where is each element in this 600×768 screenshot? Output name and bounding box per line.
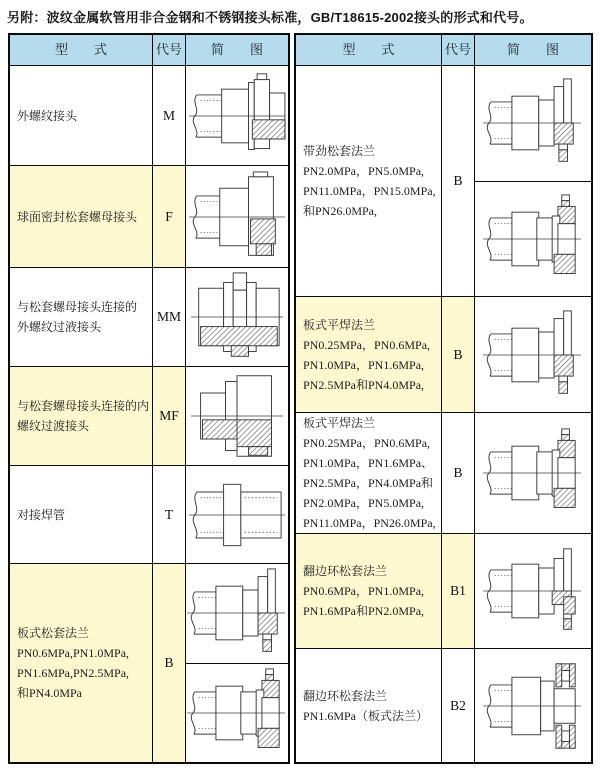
table-row bbox=[10, 465, 288, 563]
page-title: 另附：波纹金属软管用非合金钢和不锈钢接头标准，GB/T18615-2002接头的形式和代号。 bbox=[7, 10, 533, 25]
table-row bbox=[296, 65, 591, 296]
table-row bbox=[10, 366, 288, 465]
table-row bbox=[296, 412, 591, 533]
column-header-code: 代号 bbox=[441, 35, 475, 65]
column-header-type: 型 式 bbox=[10, 35, 152, 65]
fitting-code-cell: B2 bbox=[441, 649, 475, 762]
fitting-type-line: 翻边环松套法兰 bbox=[303, 564, 388, 578]
fitting-type-cell bbox=[10, 367, 152, 465]
table-row bbox=[296, 533, 591, 648]
fitting-type-line: 与松套螺母接头连接的内 bbox=[17, 399, 150, 413]
plate-loose-flange-section-diagram bbox=[186, 663, 288, 763]
male-female-adapter-diagram bbox=[186, 367, 288, 465]
plate-loose-flange-diagram bbox=[186, 564, 288, 663]
fitting-type-cell bbox=[10, 268, 152, 366]
fitting-code-cell: B bbox=[441, 413, 475, 533]
fitting-type-cell bbox=[10, 166, 152, 267]
fitting-type-line: 和PN26.0MPa, bbox=[303, 204, 378, 218]
fitting-type-line: PN1.0MPa，PN1.6MPa、 bbox=[303, 456, 434, 470]
fitting-type-line: 外螺纹过液接头 bbox=[17, 320, 102, 334]
fitting-code-cell: M bbox=[152, 66, 186, 165]
fitting-diagram-cell bbox=[186, 367, 288, 465]
fitting-diagram-cell bbox=[186, 66, 288, 165]
flat-weld-plate-flange-diagram bbox=[475, 297, 591, 412]
fittings-table-right bbox=[294, 33, 593, 764]
diagram-svg bbox=[187, 567, 287, 659]
fitting-type-line: 球面密封松套螺母接头 bbox=[17, 209, 138, 224]
fitting-type-line: 外螺纹接头 bbox=[17, 108, 78, 123]
diagram-svg bbox=[187, 370, 287, 462]
fitting-diagram-cell bbox=[186, 564, 288, 762]
fitting-type-cell bbox=[296, 66, 441, 296]
diagram-svg bbox=[187, 667, 287, 759]
fitting-type-line: PN0.25MPa，PN0.6MPa, bbox=[303, 337, 431, 352]
diagram-svg bbox=[483, 193, 583, 285]
fitting-type-line: PN1.6MPa和PN2.0MPa, bbox=[303, 604, 425, 618]
column-header-diagram: 简 图 bbox=[186, 35, 288, 65]
fitting-type-line: PN2.5MPa和PN4.0MPa, bbox=[303, 377, 425, 392]
column-header-code: 代号 bbox=[152, 35, 186, 65]
table-row bbox=[296, 296, 591, 412]
table-row bbox=[10, 65, 288, 165]
table-header-row bbox=[296, 35, 591, 65]
fitting-type-line: PN1.6MPa（板式法兰） bbox=[303, 708, 429, 723]
fitting-code-cell: B bbox=[441, 297, 475, 412]
fitting-code-cell: MF bbox=[152, 367, 186, 465]
fitting-type-line: 对接焊管 bbox=[17, 507, 66, 522]
flat-weld-plate-flange-section-diagram bbox=[475, 413, 591, 533]
column-header-diagram: 简 图 bbox=[475, 35, 591, 65]
fitting-type-line: PN1.0MPa，PN1.6MPa, bbox=[303, 357, 425, 372]
flanged-ring-loose-flange-diagram bbox=[475, 534, 591, 648]
fitting-code-cell: MM bbox=[152, 268, 186, 366]
fitting-code-cell: F bbox=[152, 166, 186, 267]
diagram-svg bbox=[483, 77, 583, 169]
fitting-code-cell: B bbox=[152, 564, 186, 762]
fitting-type-cell bbox=[296, 413, 441, 533]
table-header-row bbox=[10, 35, 288, 65]
fitting-type-line: 螺纹过渡接头 bbox=[17, 419, 90, 433]
fitting-type-line: 带劲松套法兰 bbox=[303, 144, 376, 158]
fitting-diagram-cell bbox=[475, 534, 591, 648]
fitting-diagram-cell bbox=[475, 413, 591, 533]
diagram-svg bbox=[187, 70, 287, 162]
table-row bbox=[10, 165, 288, 267]
fitting-type-line: PN0.6MPa,PN1.0MPa, bbox=[17, 646, 130, 660]
fitting-type-line: 和PN4.0MPa bbox=[17, 686, 83, 700]
diagram-svg bbox=[483, 309, 583, 401]
table-row bbox=[10, 563, 288, 762]
fitting-diagram-cell bbox=[186, 166, 288, 267]
diagram-svg bbox=[483, 545, 583, 637]
diagram-svg bbox=[483, 660, 583, 752]
table-row bbox=[296, 648, 591, 762]
fitting-type-line: PN11.0MPa，PN15.0MPa, bbox=[303, 184, 436, 198]
neck-loose-flange-diagram bbox=[475, 66, 591, 181]
fitting-diagram-cell bbox=[475, 297, 591, 412]
fitting-diagram-cell bbox=[186, 268, 288, 366]
fitting-code-cell: B1 bbox=[441, 534, 475, 648]
fitting-code-cell: B bbox=[441, 66, 475, 296]
column-header-type: 型 式 bbox=[296, 35, 441, 65]
male-thread-fitting-diagram bbox=[186, 66, 288, 165]
fitting-diagram-cell bbox=[186, 466, 288, 563]
fittings-table-left bbox=[8, 33, 290, 764]
diagram-svg bbox=[483, 427, 583, 519]
fitting-type-cell bbox=[296, 534, 441, 648]
fitting-type-line: PN1.6MPa,PN2.5MPa, bbox=[17, 666, 130, 680]
fitting-type-cell bbox=[296, 297, 441, 412]
flanged-ring-loose-flange-plate-diagram bbox=[475, 649, 591, 762]
diagram-svg bbox=[187, 171, 287, 263]
fitting-type-cell bbox=[10, 564, 152, 762]
diagram-svg bbox=[187, 271, 287, 363]
butt-weld-pipe-diagram bbox=[186, 466, 288, 563]
diagram-svg bbox=[187, 469, 287, 561]
fitting-type-line: PN0.6MPa，PN1.0MPa, bbox=[303, 584, 425, 598]
fitting-type-line: PN0.25MPa，PN0.6MPa, bbox=[303, 436, 431, 450]
fitting-diagram-cell bbox=[475, 66, 591, 296]
fitting-type-cell bbox=[296, 649, 441, 762]
fitting-type-line: 板式平焊法兰 bbox=[303, 317, 376, 332]
fitting-type-line: 与松套螺母接头连接的 bbox=[17, 300, 138, 314]
fitting-type-line: PN2.0MPa，PN5.0MPa, bbox=[303, 496, 425, 510]
fitting-type-line: 板式平焊法兰 bbox=[303, 416, 376, 430]
fitting-type-cell bbox=[10, 66, 152, 165]
table-row bbox=[10, 267, 288, 366]
fitting-type-line: PN11.0MPa，PN26.0MPa, bbox=[303, 516, 436, 530]
fitting-type-line: PN2.5MPa，PN4.0MPa和 bbox=[303, 476, 434, 490]
fitting-diagram-cell bbox=[475, 649, 591, 762]
neck-loose-flange-section-diagram bbox=[475, 181, 591, 297]
male-male-adapter-diagram bbox=[186, 268, 288, 366]
spherical-seal-loose-nut-fitting-diagram bbox=[186, 166, 288, 267]
fitting-code-cell: T bbox=[152, 466, 186, 563]
fitting-type-cell bbox=[10, 466, 152, 563]
fitting-type-line: PN2.0MPa，PN5.0MPa, bbox=[303, 164, 425, 178]
fitting-type-line: 板式松套法兰 bbox=[17, 626, 90, 640]
fitting-type-line: 翻边环松套法兰 bbox=[303, 688, 388, 703]
